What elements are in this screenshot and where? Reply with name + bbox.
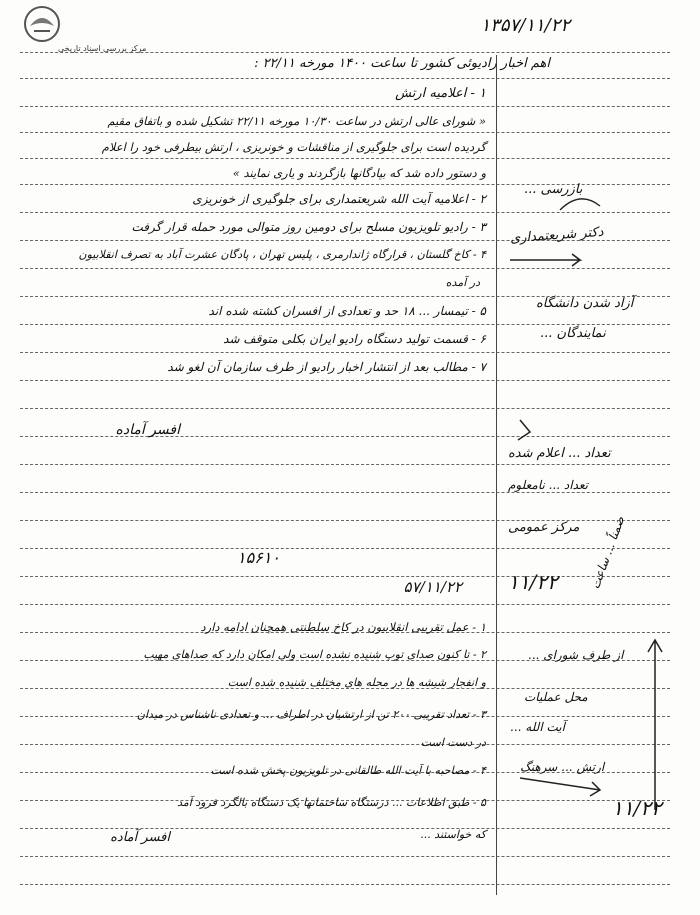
section2-item5-line1: ۵ - طبق اطلاعات ... درستگاه ساختمانها یک دستگاه بالگرد فرود آمد bbox=[177, 796, 486, 809]
margin-note-6: مرکز عمومی bbox=[508, 520, 580, 535]
section2-item4: ۴ - مصاحبه با آیت الله طالقانی در تلویزیون پخش شده است bbox=[210, 764, 486, 777]
margin-note-2: دکتر شریعتمداری bbox=[509, 224, 604, 247]
section1-item7: ۷ - مطالب بعد از انتشار اخبار رادیو از طرف سازمان آن لغو شد bbox=[167, 360, 486, 374]
margin-note-11: آیت الله ... bbox=[510, 720, 565, 734]
section1-item3: ۳ - رادیو تلویزیون مسلح برای دومین روز متوالی مورد حمله قرار گرفت bbox=[131, 220, 486, 234]
archive-logo-caption: مرکز بررسی اسناد تاریخی bbox=[58, 44, 147, 53]
section1-item4-line1: ۴ - کاخ گلستان ، قرارگاه ژاندارمری ، پلیس تهران ، پادگان عشرت آباد به تصرف انقلابیون bbox=[78, 248, 486, 261]
margin-note-8: ضمناً ... ساعت bbox=[588, 514, 628, 591]
section2-item3-line1: ۳ - تعداد تقریبی ۲۰۰ تن از ارتشیان در اطراف ... و تعدادی ناشناس در میدان bbox=[136, 708, 486, 721]
margin-note-12: ارتش ... سرهنگ bbox=[520, 760, 605, 774]
section1-item1-quote-line1: « شورای عالی ارتش در ساعت ۱۰/۳۰ مورخه ۲۲/۱۱ تشکیل شده و باتفاق مقیم bbox=[107, 114, 486, 128]
section2-item3-line2: در دست است bbox=[420, 736, 486, 749]
section1-item6: ۶ - قسمت تولید دستگاه رادیو ایران بکلی متوقف شد bbox=[223, 332, 486, 346]
section1-item2: ۲ - اعلامیه آیت الله شریعتمداری برای جلوگیری از خونریزی bbox=[192, 192, 486, 206]
section2-item2-line2: و انفجار شیشه ها در محله های مختلف شنیده شده است bbox=[227, 676, 486, 689]
section2-date: ۵۷/۱۱/۲۲ bbox=[403, 578, 462, 596]
column-divider bbox=[496, 55, 497, 895]
margin-annotation-marks bbox=[500, 170, 680, 830]
margin-note-1: بازرسی ... bbox=[524, 182, 583, 197]
section2-signature: افسر آماده bbox=[110, 830, 170, 845]
section1-item1-title: ۱ - اعلامیه ارتش bbox=[395, 86, 486, 101]
margin-note-7: تعداد ... نامعلوم bbox=[508, 478, 588, 492]
margin-note-3: آزاد شدن دانشگاه bbox=[536, 296, 634, 311]
margin-note-4: نمایندگان ... bbox=[540, 326, 606, 341]
margin-date-a: ۱۱/۲۲ bbox=[508, 570, 558, 594]
section2-item2-line1: ۲ - تا کنون صدای توپ شنیده نشده است ولی امکان دارد که صداهای مهیب bbox=[143, 648, 486, 661]
section1-heading: اهم اخبار رادیوئی کشور تا ساعت ۱۴۰۰ مورخه ۲۲/۱۱ : bbox=[254, 56, 550, 71]
section1-reference-number: ۱۵۶۱۰ bbox=[237, 548, 280, 567]
archive-logo-icon bbox=[22, 4, 62, 44]
section2-item5-line2: که خواستند ... bbox=[420, 828, 486, 841]
section1-signature: افسر آماده bbox=[115, 422, 180, 438]
margin-note-9: از طرف شورای ... bbox=[528, 648, 624, 662]
margin-note-5: تعداد ... اعلام شده bbox=[508, 446, 611, 461]
margin-note-10: محل عملیات bbox=[524, 690, 588, 704]
margin-date-b: ۱۱/۲۲ bbox=[612, 796, 662, 820]
section1-item1-quote-line2: گردیده است برای جلوگیری از مناقشات و خونریزی ، ارتش بیطرفی خود را اعلام bbox=[101, 140, 486, 154]
section1-item1-quote-line3: و دستور داده شد که بپادگانها بازگردند و یاری نمایند » bbox=[232, 166, 486, 180]
header-date: ۱۳۵۷/۱۱/۲۲ bbox=[480, 15, 570, 36]
section1-item5: ۵ - تیمسار ... ۱۸ حد و تعدادی از افسران کشته شده اند bbox=[208, 304, 486, 318]
section1-item4-line2: در آمده bbox=[445, 276, 480, 289]
section2-item1: ۱ - عمل تقریبی انقلابیون در کاخ سلطنتی همچنان ادامه دارد bbox=[200, 620, 486, 634]
